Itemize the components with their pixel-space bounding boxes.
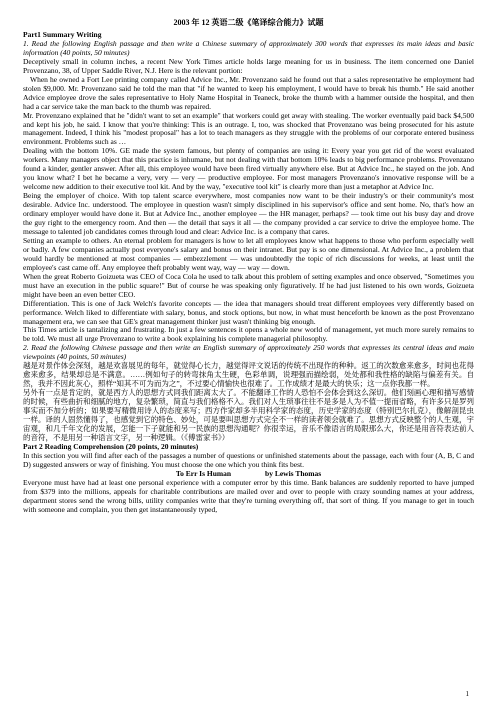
part1-paragraph: Deceptively small in column inches, a recent New York Times article holds large meaning for us in business. The item concerned one Daniel Provenzano, 38, of Upper Saddle River, N.J. Here is the relevant portion: [23, 56, 474, 75]
page-number: 1 [465, 690, 469, 698]
part1-paragraph: This Times article is tantalizing and frustrating. In just a few sentences it opens a whole new world of management, yet much more surely remains to be told. We must all urge Provenzano to write a book explaining his complete managerial philosophy. [23, 325, 474, 344]
part1-paragraph: When he owned a Fort Lee printing company called Advice Inc., Mr. Provenzano said he found out that a sales representative he employment had stolen $9,000. Mr. Provenzano said he told the man that "if he wanted to keep his employment, I would have to break his thumb." He said another Advice employee drove the sales representative to Holy Name Hospital in Teaneck, broke the thumb with a hammer outside the hospital, and then had a car service take the man back to the thumb was repaired. [23, 74, 474, 111]
part1-paragraph: Differentiation. This is one of Jack Welch's favorite concepts — the idea that managers should treat different employees very differently based on performance. Welch liked to differentiate with salary, bonus, and stock options, but now, in what must henceforth be known as the post Provenzano management era, we can see that GE's great management thinker just wasn't thinking big enough. [23, 298, 474, 326]
page-title: 2003 年 12 英语二级《笔译综合能力》试题 [173, 18, 324, 27]
article-author: by Lewis Thomas [265, 468, 322, 478]
part1-heading: Part1 Summary Writing [23, 30, 102, 39]
part1-instruction-1: 1. Read the following English passage and then write a Chinese summary of approximately 300 words that expresses its main ideas and basic information (40 points, 50 minutes) [23, 38, 474, 57]
part1-paragraph: When the great Roberto Goizueta was CEO of Coca Cola he used to talk about this problem of setting examples and once observed, "Sometimes you must have an execution in the public square!" But of course he was speaking only figuratively. If he had just listened to his own words, Goizueta might have been an even better CEO. [23, 271, 474, 299]
chinese-paragraph: 另外有一点是肯定的，就是西方人的思想方式同我们距离太大了。不能翻译工作的人恐怕不会体会到这么深切。他们刻画心理和描写感情的时候，有些曲折和细腻的地方，复杂繁琐，简直与我们格格不入。我们对人生琐事往往不是多是人为不值一提而省略，有许多只是罗列事实而不加分析的；如果要写精微用诗人的态度来写；西方作家却多半用科学家的态度，历史学家的态度（特别巴尔扎克），像解剖昆虫一样。译的人固然懂得了，也感觉到它的特色、妙处，可是要叫思想方式完全不一样的读者领会就难了。思想方式反映整个的人生观，宇宙观，和几千年文化的发展，怎能一下子就能和另一民族的思想沟通呢？你很幸运，音乐不像语言的局限那么大，你还是用音符表达前人的音符，不是用另一种语言文字，另一种逻辑。（《傅雷家书》） [23, 388, 474, 442]
part1-paragraph: Mr. Provenzano explained that he "didn't want to set an example" that workers could get away with stealing. The worker eventually paid back $4,500 and kept his job, he said. I know that you're thinking: This is an outrage. I, too, was shocked that Provenzano was being prosecuted for his astute management. Indeed, I think his "modest proposal" has a lot to teach managers as they struggle with the problems of our corporate entered business environment. Problems such as … [23, 110, 474, 147]
part1-paragraph: Being the employer of choice. With top talent scarce everywhere, most companies now want to be their industry's or their community's most desirable. Advice Inc. understood. The employee in question wasn't simply disciplined in his supervisor's office and sent home. No, that's how an ordinary employer would have done it. But at Advice Inc., another employee — the HR manager, perhaps? — took time out his busy day and drove the guy right to the emergency room. And then — the detail that says it all — the company provided a car service to drive the employee home. The message to talented job candidates comes through loud and clear: Advice Inc. is a company that cares. [23, 191, 474, 236]
part1-instruction-2: 2. Read the following Chinese passage and then write an English summary of approximately 250 words that expresses its central ideas and main viewpoints (40 points, 50 minutes) [23, 343, 474, 362]
article-title-text: To Err Is Human [175, 468, 232, 478]
part1-paragraph: Setting an example to others. An eternal problem for managers is how to let all employees know what happens to those who perform especially well or badly. A few companies actually post everyone's salary and bonus on their intranet. But pay is so one dimensional. At Advice Inc., a problem that would hardly be mentioned at most companies — embezzlement — was undoubtedly the topic of rich discussions for weeks, at least until the employee's cast came off. Any employee theft probably went way, way — way — down. [23, 235, 474, 272]
part1-paragraph: Dealing with the bottom 10%. GE made the system famous, but plenty of companies are using it: Every year you get rid of the worst evaluated workers. Many managers object that this practice is inhumane, but not dealing with that bottom 10% leads to big performance problems. Provenzano found a kinder, gentler answer. After all, this employee would have been fired virtually anywhere else. But at Advice Inc., he stayed on the job. And you know what? I bet he became a very, very — very — productive employee. For most managers Provenzano's innovative response will be a welcome new addition to their executive tool kit. And by the way, "executive tool kit" is clearly more than just a metaphor at Advice Inc. [23, 146, 474, 192]
article-paragraph: Everyone must have had at least one personal experience with a computer error by this time. Bank balances are suddenly reported to have jumped from $379 into the millions, appeals for charitable contributions are mailed over and over to people with crazy sounding names at your address, department stores send the wrong bills, utility companies write that they're turning everything off, that sort of thing. If you manage to get in touch with someone and complain, you then get instantaneously typed, [23, 477, 474, 514]
chinese-paragraph: 越是对景作体会深刻，越是欢喜展见的每年，就觉得心长力，越觉得评文说话的传统不出现作的种种。返工的次数愈来愈多，时间也花得愈来愈多，结果却总是不满意。……例如句子的转弯抹角太生硬，色彩单调，说理强而描绘弱，处处都和我性格的缺陷与偏差有关。自然，我并不因此灰心，照样“知其不可为而为之”，不过要心情愉快也很难了。工作成绩才是最大的快乐；这一点你我都一样。 [23, 361, 474, 389]
part2-heading: Part 2 Reading Comprehension (20 points, 20 minutes) [23, 441, 199, 451]
part2-instruction: In this section you will find after each of the passages a number of questions or unfinished statements about the passage, each with four (A, B, C and D) suggested answers or way of finishing. You must choose the one which you think fits best. [23, 450, 474, 469]
